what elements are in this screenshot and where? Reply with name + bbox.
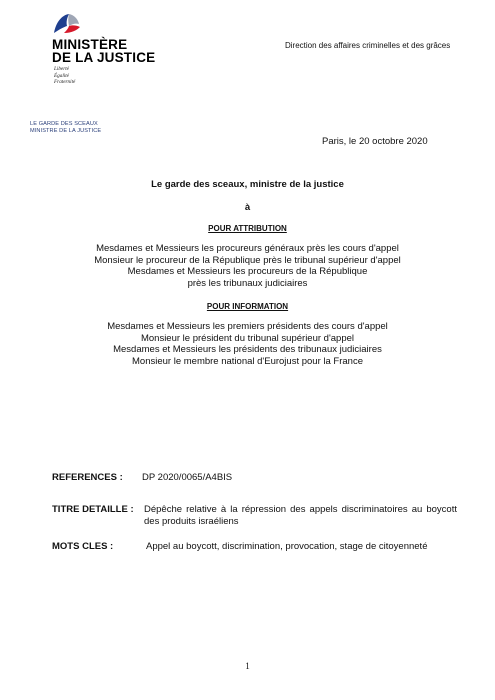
titre-value: Dépêche relative à la répression des appels discriminatoires au boycott des produits israéliens bbox=[144, 504, 457, 527]
logo-line-2: DE LA JUSTICE bbox=[52, 50, 156, 65]
information-line: Mesdames et Messieurs les présidents des tribunaux judiciaires bbox=[113, 344, 382, 355]
logo-line-1: MINISTÈRE bbox=[52, 37, 128, 52]
attribution-line: Mesdames et Messieurs les procureurs généraux près les cours d'appel bbox=[96, 243, 399, 254]
attribution-line: Mesdames et Messieurs les procureurs de la République bbox=[127, 266, 368, 277]
marianne-logo-icon bbox=[52, 12, 82, 34]
attribution-heading: POUR ATTRIBUTION bbox=[208, 224, 287, 233]
information-line: Monsieur le membre national d'Eurojust pour la France bbox=[132, 355, 363, 367]
motto-egalite: Égalité bbox=[54, 72, 69, 79]
references-label: REFERENCES : bbox=[52, 472, 123, 483]
sender-line-1: LE GARDE DES SCEAUX bbox=[30, 121, 98, 127]
motto-fraternite: Fraternité bbox=[54, 79, 76, 85]
motto-liberte: Liberté bbox=[54, 66, 69, 72]
sender-line-2: MINISTRE DE LA JUSTICE bbox=[30, 128, 102, 134]
republic-motto bbox=[54, 66, 75, 86]
mots-cles-label: MOTS CLES : bbox=[52, 541, 114, 552]
information-line: Monsieur le président du tribunal supérieur d'appel bbox=[140, 332, 355, 344]
attribution-line: près les tribunaux judiciaires bbox=[187, 277, 308, 289]
direction-header: Direction des affaires criminelles et des grâces bbox=[285, 41, 451, 50]
references-value: DP 2020/0065/A4BIS bbox=[142, 472, 233, 483]
page-number: 1 bbox=[245, 661, 250, 671]
information-heading: POUR INFORMATION bbox=[206, 302, 289, 311]
ministry-logo-text bbox=[52, 38, 155, 64]
from-line: Le garde des sceaux, ministre de la justice bbox=[151, 179, 344, 190]
information-list bbox=[0, 321, 495, 367]
mots-cles-value: Appel au boycott, discrimination, provocation, stage de citoyenneté bbox=[146, 541, 428, 552]
document-date: Paris, le 20 octobre 2020 bbox=[322, 136, 428, 147]
sender-block bbox=[30, 121, 101, 135]
attribution-list bbox=[0, 243, 495, 289]
to-word: à bbox=[244, 202, 251, 213]
information-line: Mesdames et Messieurs les premiers présidents des cours d'appel bbox=[107, 321, 388, 332]
titre-label: TITRE DETAILLE : bbox=[52, 504, 134, 515]
attribution-line: Monsieur le procureur de la République près le tribunal supérieur d'appel bbox=[94, 254, 401, 266]
